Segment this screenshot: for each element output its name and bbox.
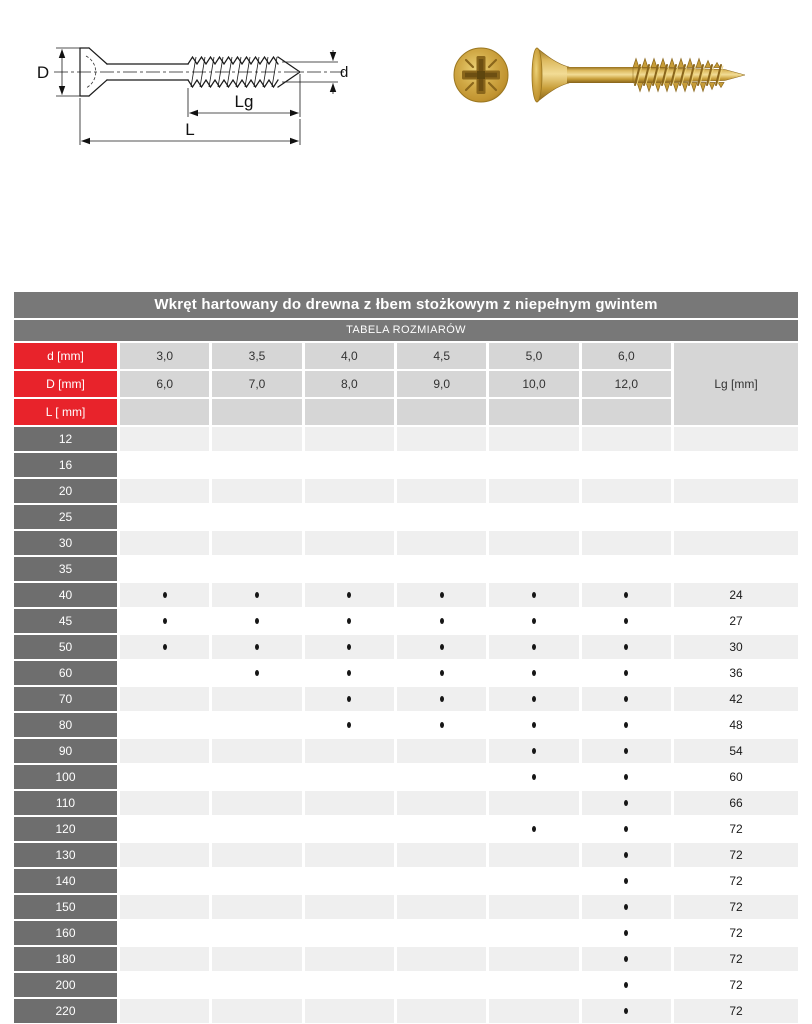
table-row xyxy=(14,817,798,841)
availability-dot-icon xyxy=(163,644,167,650)
screw-shank xyxy=(567,67,633,83)
availability-cell-empty xyxy=(120,895,209,919)
availability-cell-empty xyxy=(489,427,578,451)
availability-cell-empty xyxy=(120,765,209,789)
availability-cell-empty xyxy=(120,869,209,893)
availability-cell-empty xyxy=(397,505,486,529)
table-row xyxy=(14,531,798,555)
availability-cell-empty xyxy=(120,687,209,711)
row-header-length: 50 xyxy=(14,635,117,659)
availability-cell-dotted xyxy=(582,739,671,763)
availability-dot-icon xyxy=(624,592,628,598)
size-table xyxy=(14,292,798,1023)
availability-cell-empty xyxy=(305,791,394,815)
table-row xyxy=(14,765,798,789)
availability-cell-dotted xyxy=(582,765,671,789)
availability-cell-empty xyxy=(582,531,671,555)
availability-cell-dotted xyxy=(582,843,671,867)
row-header-length: 30 xyxy=(14,531,117,555)
dimension-L xyxy=(80,98,300,145)
lg-value-cell: 48 xyxy=(674,713,798,737)
availability-cell-empty xyxy=(212,973,301,997)
row-header-length: 220 xyxy=(14,999,117,1023)
availability-cell-empty xyxy=(120,973,209,997)
technical-drawing xyxy=(10,8,350,158)
availability-cell-empty xyxy=(305,427,394,451)
availability-dot-icon xyxy=(347,722,351,728)
availability-cell-empty xyxy=(397,479,486,503)
row-header-length: 25 xyxy=(14,505,117,529)
row-header-length: 100 xyxy=(14,765,117,789)
col-header-d: 3,5 xyxy=(212,343,301,369)
availability-dot-icon xyxy=(624,670,628,676)
availability-cell-dotted xyxy=(582,609,671,633)
pozidriv-recess-icon xyxy=(462,56,500,94)
availability-cell-empty xyxy=(120,557,209,581)
row-header-length: 60 xyxy=(14,661,117,685)
availability-dot-icon xyxy=(532,826,536,832)
availability-cell-empty xyxy=(582,557,671,581)
availability-cell-empty xyxy=(489,869,578,893)
table-header xyxy=(14,343,798,425)
table-row xyxy=(14,427,798,451)
row-header-length: 90 xyxy=(14,739,117,763)
availability-cell-empty xyxy=(212,479,301,503)
availability-cell-empty xyxy=(305,739,394,763)
lg-value-cell: 72 xyxy=(674,895,798,919)
availability-cell-empty xyxy=(489,921,578,945)
availability-cell-empty xyxy=(305,843,394,867)
col-header-D: 6,0 xyxy=(120,371,209,397)
availability-dot-icon xyxy=(347,644,351,650)
availability-cell-empty xyxy=(212,739,301,763)
availability-cell-empty xyxy=(212,895,301,919)
row-header-length: 16 xyxy=(14,453,117,477)
availability-cell-dotted xyxy=(120,583,209,607)
lg-value-cell: 54 xyxy=(674,739,798,763)
availability-cell-empty xyxy=(120,713,209,737)
availability-cell-dotted xyxy=(582,635,671,659)
availability-dot-icon xyxy=(532,644,536,650)
availability-cell-empty xyxy=(212,505,301,529)
col-header-d: 4,0 xyxy=(305,343,394,369)
table-subtitle: TABELA ROZMIARÓW xyxy=(14,320,798,341)
availability-cell-empty xyxy=(397,895,486,919)
lg-value-cell xyxy=(674,427,798,451)
availability-cell-empty xyxy=(120,791,209,815)
availability-dot-icon xyxy=(624,930,628,936)
availability-dot-icon xyxy=(532,592,536,598)
lg-value-cell: 27 xyxy=(674,609,798,633)
availability-cell-dotted xyxy=(305,661,394,685)
row-header-length: 12 xyxy=(14,427,117,451)
availability-cell-empty xyxy=(582,427,671,451)
availability-cell-empty xyxy=(489,557,578,581)
availability-cell-empty xyxy=(489,947,578,971)
lg-value-cell xyxy=(674,531,798,555)
availability-cell-dotted xyxy=(582,895,671,919)
availability-dot-icon xyxy=(624,982,628,988)
availability-dot-icon xyxy=(624,852,628,858)
availability-cell-empty xyxy=(489,505,578,529)
availability-cell-empty xyxy=(397,427,486,451)
availability-cell-empty xyxy=(305,999,394,1023)
availability-cell-empty xyxy=(397,739,486,763)
row-header-length: 20 xyxy=(14,479,117,503)
availability-cell-dotted xyxy=(582,921,671,945)
row-header-length: 40 xyxy=(14,583,117,607)
lg-value-cell: 72 xyxy=(674,869,798,893)
availability-dot-icon xyxy=(624,722,628,728)
availability-cell-empty xyxy=(120,531,209,555)
table-row xyxy=(14,895,798,919)
header-label-D: D [mm] xyxy=(14,371,117,397)
availability-dot-icon xyxy=(624,1008,628,1014)
availability-cell-dotted xyxy=(489,713,578,737)
col-header-D: 10,0 xyxy=(489,371,578,397)
availability-dot-icon xyxy=(347,670,351,676)
header-label-L: L [ mm] xyxy=(14,399,117,425)
lg-value-cell: 72 xyxy=(674,973,798,997)
availability-cell-dotted xyxy=(489,817,578,841)
table-row xyxy=(14,999,798,1023)
availability-cell-dotted xyxy=(582,973,671,997)
availability-cell-empty xyxy=(120,947,209,971)
lg-value-cell xyxy=(674,453,798,477)
screw-photo xyxy=(441,23,771,128)
lg-value-cell: 24 xyxy=(674,583,798,607)
availability-dot-icon xyxy=(255,670,259,676)
availability-cell-empty xyxy=(397,531,486,555)
dim-label-Lg: Lg xyxy=(234,92,254,111)
availability-cell-empty xyxy=(212,427,301,451)
header-spacer-cell xyxy=(582,399,671,425)
header-spacer-cell xyxy=(489,399,578,425)
availability-cell-empty xyxy=(397,947,486,971)
availability-cell-dotted xyxy=(582,583,671,607)
availability-cell-dotted xyxy=(489,635,578,659)
table-row xyxy=(14,635,798,659)
availability-dot-icon xyxy=(624,878,628,884)
lg-value-cell: 60 xyxy=(674,765,798,789)
availability-dot-icon xyxy=(255,592,259,598)
table-row xyxy=(14,505,798,529)
row-header-length: 70 xyxy=(14,687,117,711)
header-spacer-cell xyxy=(120,399,209,425)
availability-cell-dotted xyxy=(212,661,301,685)
table-title: Wkręt hartowany do drewna z łbem stożkowym z niepełnym gwintem xyxy=(14,292,798,318)
availability-cell-dotted xyxy=(305,583,394,607)
availability-cell-dotted xyxy=(397,583,486,607)
lg-value-cell: 72 xyxy=(674,817,798,841)
row-header-length: 140 xyxy=(14,869,117,893)
row-header-length: 110 xyxy=(14,791,117,815)
availability-cell-empty xyxy=(212,843,301,867)
availability-cell-empty xyxy=(120,661,209,685)
availability-dot-icon xyxy=(624,618,628,624)
size-table-body xyxy=(14,427,798,1023)
table-row xyxy=(14,661,798,685)
col-header-D: 8,0 xyxy=(305,371,394,397)
table-row xyxy=(14,739,798,763)
availability-cell-empty xyxy=(397,765,486,789)
availability-dot-icon xyxy=(532,722,536,728)
availability-cell-empty xyxy=(212,453,301,477)
availability-cell-empty xyxy=(489,531,578,555)
availability-cell-dotted xyxy=(212,583,301,607)
col-header-D: 7,0 xyxy=(212,371,301,397)
col-header-D: 9,0 xyxy=(397,371,486,397)
availability-cell-dotted xyxy=(582,687,671,711)
availability-cell-empty xyxy=(397,999,486,1023)
availability-cell-dotted xyxy=(489,609,578,633)
availability-cell-dotted xyxy=(212,635,301,659)
availability-cell-empty xyxy=(212,817,301,841)
product-photo xyxy=(441,23,771,128)
table-row xyxy=(14,453,798,477)
availability-cell-dotted xyxy=(305,635,394,659)
dimension-Lg xyxy=(188,74,300,117)
table-row xyxy=(14,583,798,607)
availability-cell-empty xyxy=(397,817,486,841)
table-row xyxy=(14,713,798,737)
row-header-length: 45 xyxy=(14,609,117,633)
availability-dot-icon xyxy=(163,592,167,598)
availability-cell-dotted xyxy=(489,765,578,789)
availability-dot-icon xyxy=(440,722,444,728)
row-header-length: 35 xyxy=(14,557,117,581)
availability-cell-empty xyxy=(305,973,394,997)
availability-cell-empty xyxy=(305,895,394,919)
availability-dot-icon xyxy=(532,618,536,624)
dim-label-L: L xyxy=(185,120,195,139)
availability-cell-empty xyxy=(305,765,394,789)
availability-cell-empty xyxy=(212,999,301,1023)
availability-cell-empty xyxy=(305,817,394,841)
screw-dimension-diagram xyxy=(10,8,350,158)
availability-cell-dotted xyxy=(582,791,671,815)
header-spacer-cell xyxy=(305,399,394,425)
availability-cell-empty xyxy=(120,505,209,529)
availability-dot-icon xyxy=(163,618,167,624)
availability-cell-empty xyxy=(120,921,209,945)
lg-value-cell xyxy=(674,505,798,529)
availability-cell-empty xyxy=(582,505,671,529)
table-row xyxy=(14,687,798,711)
col-header-lg: Lg [mm] xyxy=(674,343,798,425)
row-header-length: 80 xyxy=(14,713,117,737)
availability-cell-empty xyxy=(397,453,486,477)
availability-cell-empty xyxy=(212,921,301,945)
availability-dot-icon xyxy=(624,826,628,832)
availability-cell-empty xyxy=(489,479,578,503)
availability-dot-icon xyxy=(532,774,536,780)
table-row xyxy=(14,869,798,893)
availability-cell-dotted xyxy=(212,609,301,633)
row-header-length: 180 xyxy=(14,947,117,971)
availability-dot-icon xyxy=(440,592,444,598)
table-row xyxy=(14,947,798,971)
availability-cell-empty xyxy=(305,453,394,477)
availability-dot-icon xyxy=(624,956,628,962)
availability-cell-dotted xyxy=(582,661,671,685)
screw-side-view xyxy=(532,48,745,102)
availability-cell-dotted xyxy=(582,869,671,893)
availability-cell-empty xyxy=(397,843,486,867)
col-header-d: 3,0 xyxy=(120,343,209,369)
availability-cell-empty xyxy=(120,739,209,763)
table-row xyxy=(14,973,798,997)
table-row xyxy=(14,791,798,815)
availability-cell-dotted xyxy=(489,739,578,763)
availability-dot-icon xyxy=(624,748,628,754)
availability-cell-dotted xyxy=(397,687,486,711)
row-header-length: 130 xyxy=(14,843,117,867)
availability-dot-icon xyxy=(624,800,628,806)
table-row xyxy=(14,479,798,503)
availability-cell-dotted xyxy=(120,635,209,659)
availability-cell-dotted xyxy=(489,661,578,685)
availability-dot-icon xyxy=(347,592,351,598)
availability-cell-empty xyxy=(397,791,486,815)
availability-cell-dotted xyxy=(397,635,486,659)
table-row xyxy=(14,609,798,633)
header-label-d: d [mm] xyxy=(14,343,117,369)
availability-cell-empty xyxy=(489,999,578,1023)
availability-cell-empty xyxy=(305,505,394,529)
availability-cell-empty xyxy=(582,453,671,477)
availability-dot-icon xyxy=(347,618,351,624)
availability-cell-empty xyxy=(120,453,209,477)
lg-value-cell xyxy=(674,479,798,503)
availability-cell-empty xyxy=(120,999,209,1023)
availability-cell-empty xyxy=(120,427,209,451)
availability-cell-dotted xyxy=(397,661,486,685)
availability-cell-dotted xyxy=(489,687,578,711)
availability-cell-empty xyxy=(212,947,301,971)
screw-head-top-view xyxy=(454,48,508,102)
availability-cell-dotted xyxy=(582,713,671,737)
lg-value-cell xyxy=(674,557,798,581)
dim-label-D: D xyxy=(36,63,50,82)
table-row xyxy=(14,557,798,581)
availability-cell-empty xyxy=(489,791,578,815)
availability-cell-empty xyxy=(489,895,578,919)
availability-cell-dotted xyxy=(582,817,671,841)
availability-cell-empty xyxy=(120,479,209,503)
col-header-d: 4,5 xyxy=(397,343,486,369)
row-header-length: 160 xyxy=(14,921,117,945)
availability-cell-empty xyxy=(120,817,209,841)
col-header-d: 5,0 xyxy=(489,343,578,369)
lg-value-cell: 72 xyxy=(674,921,798,945)
availability-dot-icon xyxy=(440,696,444,702)
availability-cell-empty xyxy=(305,947,394,971)
availability-cell-empty xyxy=(120,843,209,867)
thread-profile xyxy=(188,57,278,64)
availability-dot-icon xyxy=(624,904,628,910)
availability-dot-icon xyxy=(440,670,444,676)
availability-cell-dotted xyxy=(582,947,671,971)
lg-value-cell: 36 xyxy=(674,661,798,685)
dim-label-d: d xyxy=(340,64,349,81)
lg-value-cell: 72 xyxy=(674,999,798,1023)
availability-cell-empty xyxy=(489,973,578,997)
availability-dot-icon xyxy=(532,748,536,754)
availability-cell-empty xyxy=(212,531,301,555)
availability-cell-dotted xyxy=(305,687,394,711)
availability-cell-empty xyxy=(212,765,301,789)
availability-cell-empty xyxy=(212,557,301,581)
availability-cell-empty xyxy=(212,791,301,815)
row-header-length: 200 xyxy=(14,973,117,997)
row-header-length: 150 xyxy=(14,895,117,919)
col-header-d: 6,0 xyxy=(582,343,671,369)
availability-dot-icon xyxy=(624,774,628,780)
availability-cell-empty xyxy=(305,921,394,945)
availability-cell-empty xyxy=(397,973,486,997)
availability-cell-dotted xyxy=(305,713,394,737)
availability-cell-empty xyxy=(305,869,394,893)
availability-dot-icon xyxy=(624,644,628,650)
availability-cell-empty xyxy=(397,557,486,581)
header-spacer-cell xyxy=(397,399,486,425)
lg-value-cell: 72 xyxy=(674,947,798,971)
lg-value-cell: 66 xyxy=(674,791,798,815)
availability-cell-empty xyxy=(212,713,301,737)
table-row xyxy=(14,843,798,867)
availability-cell-empty xyxy=(582,479,671,503)
availability-dot-icon xyxy=(440,618,444,624)
availability-dot-icon xyxy=(255,618,259,624)
header-spacer-cell xyxy=(212,399,301,425)
availability-cell-dotted xyxy=(489,583,578,607)
lg-value-cell: 30 xyxy=(674,635,798,659)
availability-cell-empty xyxy=(489,453,578,477)
availability-cell-empty xyxy=(305,557,394,581)
availability-cell-empty xyxy=(212,869,301,893)
availability-cell-empty xyxy=(305,479,394,503)
availability-cell-dotted xyxy=(305,609,394,633)
table-row xyxy=(14,921,798,945)
col-header-D: 12,0 xyxy=(582,371,671,397)
availability-cell-empty xyxy=(397,869,486,893)
availability-dot-icon xyxy=(255,644,259,650)
availability-dot-icon xyxy=(624,696,628,702)
availability-cell-dotted xyxy=(120,609,209,633)
row-header-length: 120 xyxy=(14,817,117,841)
availability-cell-dotted xyxy=(397,713,486,737)
availability-dot-icon xyxy=(440,644,444,650)
availability-dot-icon xyxy=(347,696,351,702)
availability-cell-empty xyxy=(489,843,578,867)
availability-cell-dotted xyxy=(582,999,671,1023)
availability-cell-empty xyxy=(305,531,394,555)
availability-cell-empty xyxy=(397,921,486,945)
availability-dot-icon xyxy=(532,670,536,676)
availability-cell-empty xyxy=(212,687,301,711)
availability-cell-dotted xyxy=(397,609,486,633)
lg-value-cell: 72 xyxy=(674,843,798,867)
lg-value-cell: 42 xyxy=(674,687,798,711)
availability-dot-icon xyxy=(532,696,536,702)
